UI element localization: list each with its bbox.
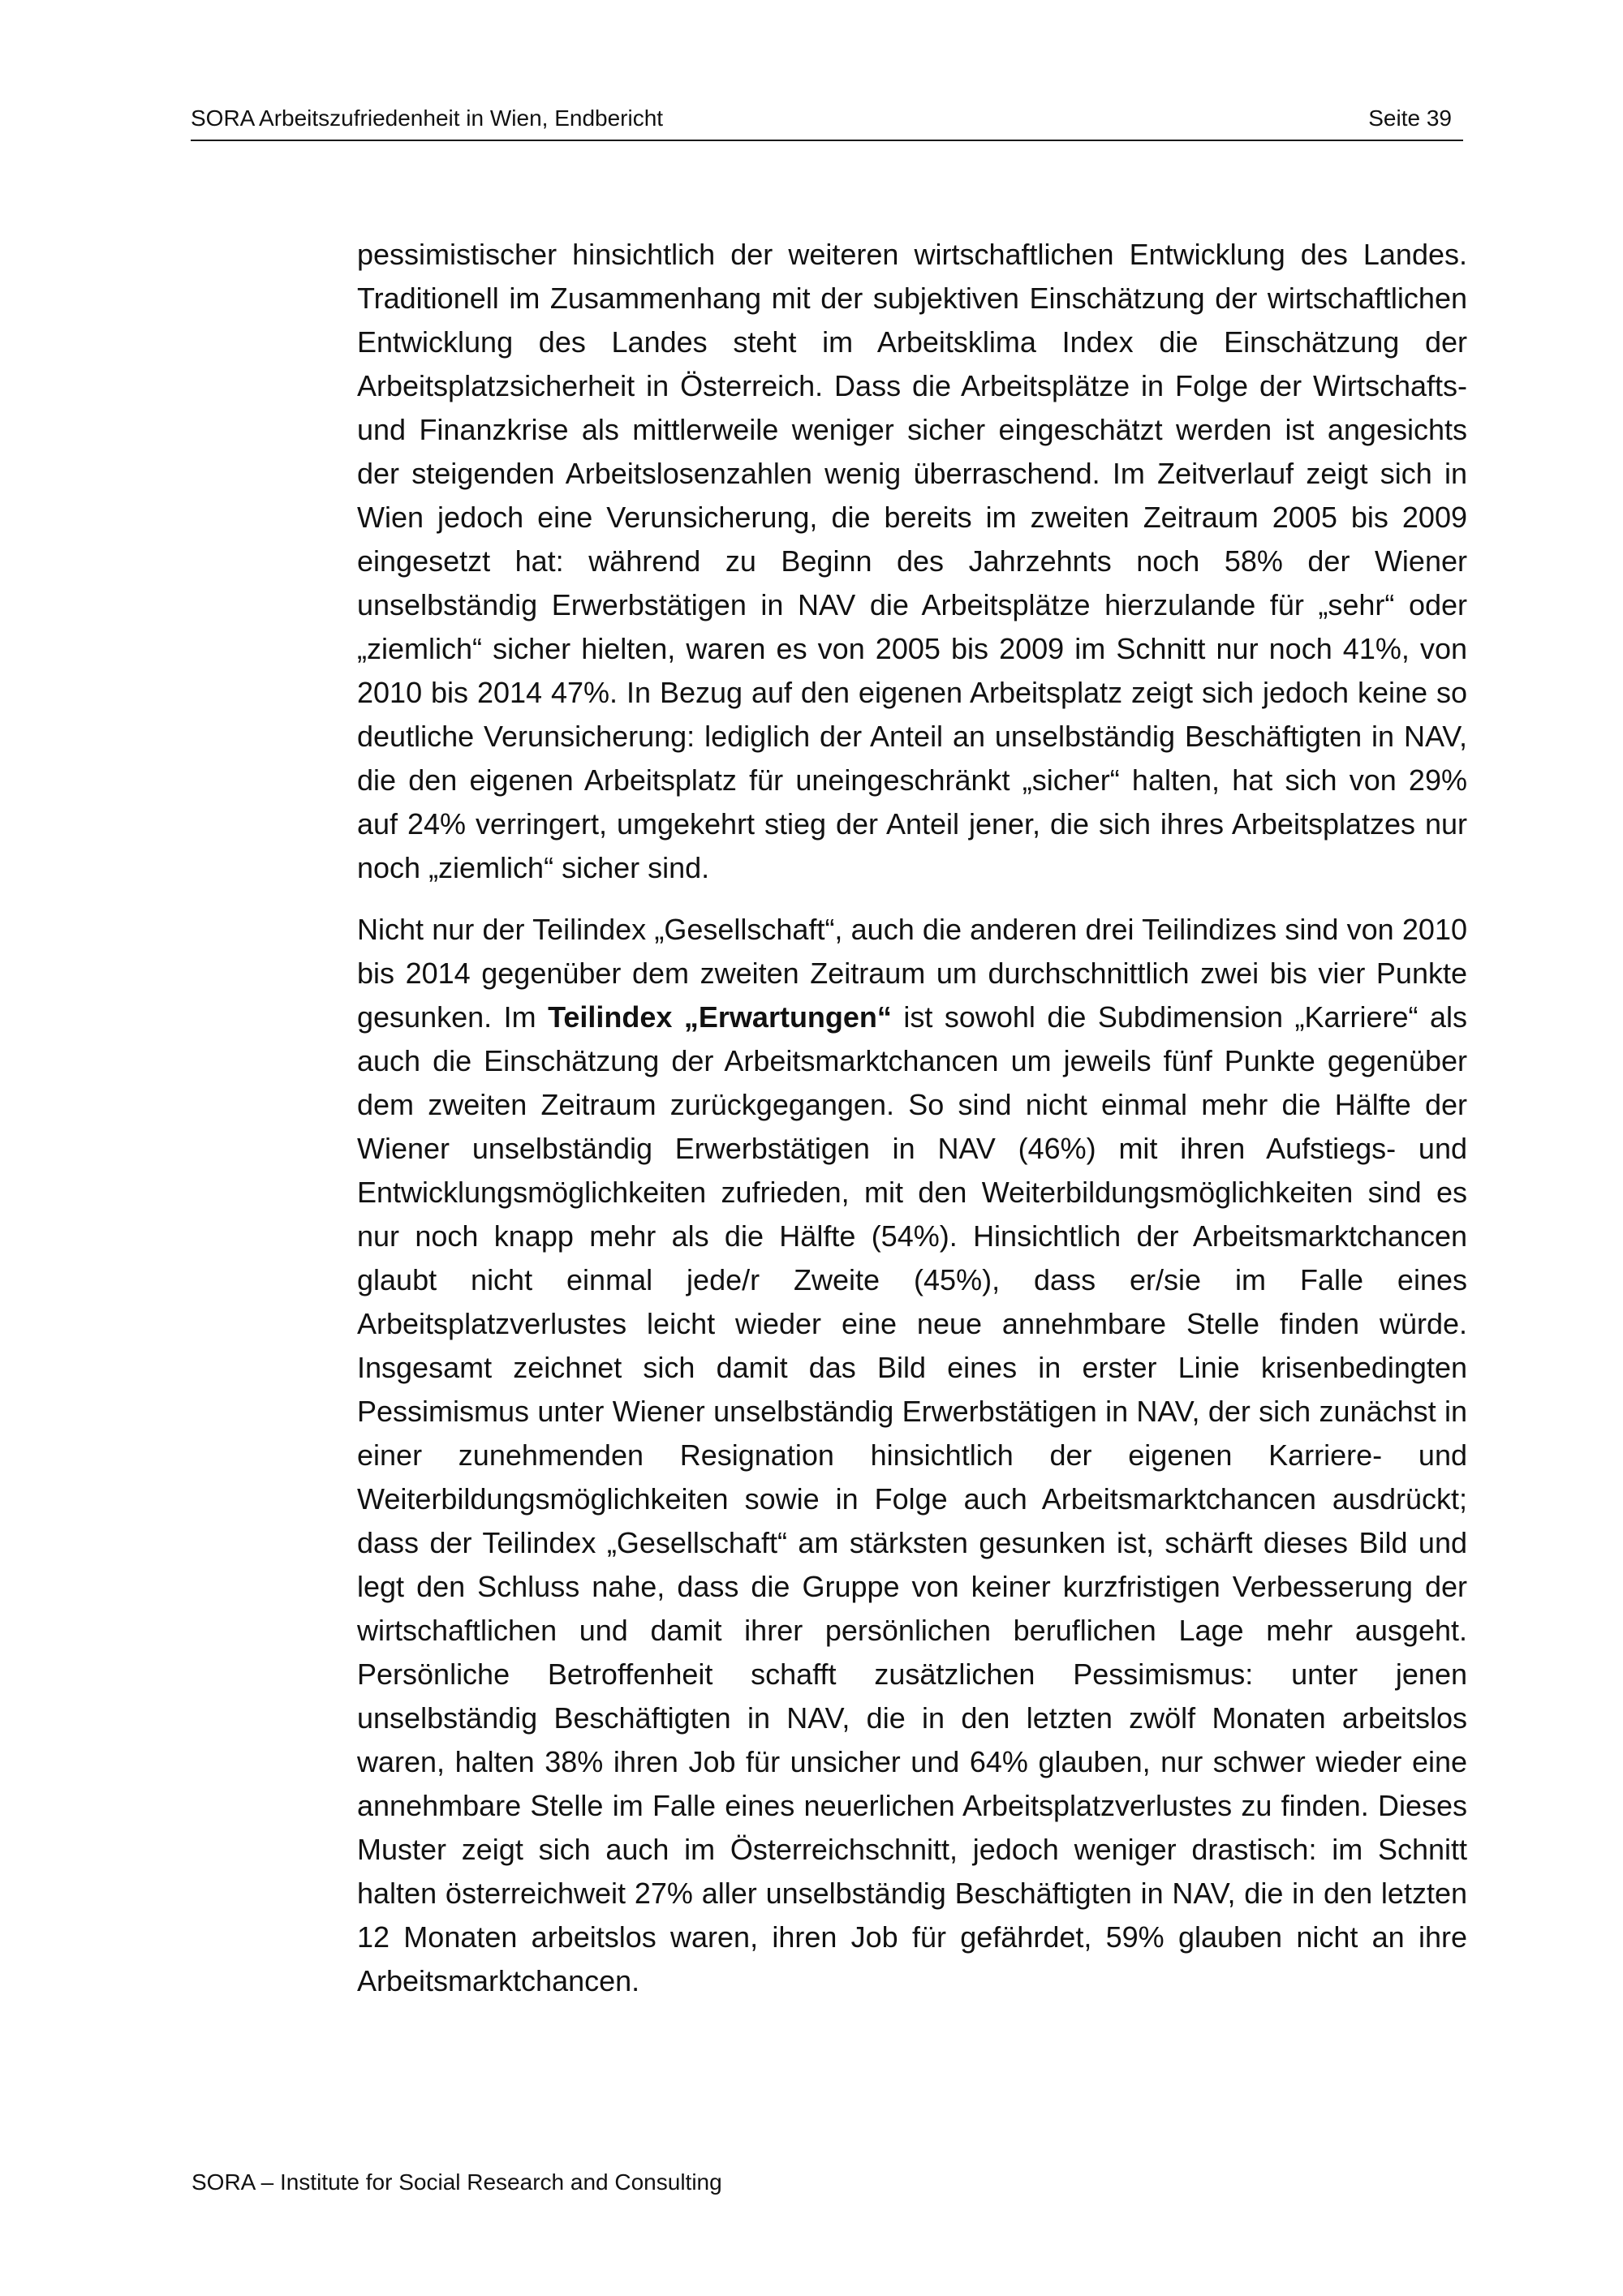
paragraph-2-intro: Nicht nur der Teilindex „Gesellschaft“, auch die anderen drei Teilindizes sind von 2010 bis 2014 gegenüber dem zweiten Zeitraum um durchschnittlich zwei bis vier Punkte gesunken. Im	[357, 913, 1467, 1034]
report-title: SORA Arbeitszufriedenheit in Wien, Endbericht	[191, 105, 664, 131]
paragraph-1: pessimistischer hinsichtlich der weiteren wirtschaftlichen Entwicklung des Landes. Traditionell im Zusammenhang mit der subjektiven Einschätzung der wirtschaftlichen Entwicklung des Landes steht im Arbeitsklima Index die Einschätzung der Arbeitsplatzsicherheit in Österreich. Dass die Arbeitsplätze in Folge der Wirtschafts- und Finanzkrise als mittlerweile weniger sicher eingeschätzt werden ist angesichts der steigenden Arbeitslosenzahlen wenig überraschend. Im Zeitverlauf zeigt sich in Wien jedoch eine Verunsicherung, die bereits im zweiten Zeitraum 2005 bis 2009 eingesetzt hat: während zu Beginn des Jahrzehnts noch 58% der Wiener unselbständig Erwerbstätigen in NAV die Arbeitsplätze hierzulande für „sehr“ oder „ziemlich“ sicher hielten, waren es von 2005 bis 2009 im Schnitt nur noch 41%, von 2010 bis 2014 47%. In Bezug auf den eigenen Arbeitsplatz zeigt sich jedoch keine so deutliche Verunsicherung: lediglich der Anteil an unselbständig Beschäftigten in NAV, die den eigenen Arbeitsplatz für uneingeschränkt „sicher“ halten, hat sich von 29% auf 24% verringert, umgekehrt stieg der Anteil jener, die sich ihres Arbeitsplatzes nur noch „ziemlich“ sicher sind.	[357, 238, 1467, 884]
page-number: Seite 39	[1368, 105, 1452, 131]
paragraph-2	[357, 908, 1467, 2003]
paragraph-2-rest: ist sowohl die Subdimension „Karriere“ als auch die Einschätzung der Arbeitsmarktchancen um jeweils fünf Punkte gegenüber dem zweiten Zeitraum zurückgegangen. So sind nicht einmal mehr die Hälfte der Wiener unselbständig Erwerbstätigen in NAV (46%) mit ihren Aufstiegs- und Entwicklungsmöglichkeiten zufrieden, mit den Weiterbildungsmöglichkeiten sind es nur noch knapp mehr als die Hälfte (54%). Hinsichtlich der Arbeitsmarktchancen glaubt nicht einmal jede/r Zweite (45%), dass er/sie im Falle eines Arbeitsplatzverlustes leicht wieder eine neue annehmbare Stelle finden würde. Insgesamt zeichnet sich damit das Bild eines in erster Linie krisenbedingten Pessimismus unter Wiener unselbständig Erwerbstätigen in NAV, der sich zunächst in einer zunehmenden Resignation hinsichtlich der eigenen Karriere- und Weiterbildungsmöglichkeiten sowie in Folge auch Arbeitsmarktchancen ausdrückt; dass der Teilindex „Gesellschaft“ am stärksten gesunken ist, schärft dieses Bild und legt den Schluss nahe, dass die Gruppe von keiner kurzfristigen Verbesserung der wirtschaftlichen und damit ihrer persönlichen beruflichen Lage mehr ausgeht. Persönliche Betroffenheit schafft zusätzlichen Pessimismus: unter jenen unselbständig Beschäftigten in NAV, die in den letzten zwölf Monaten arbeitslos waren, halten 38% ihren Job für unsicher und 64% glauben, nur schwer wieder eine annehmbare Stelle im Falle eines neuerlichen Arbeitsplatzverlustes zu finden. Dieses Muster zeigt sich auch im Österreichschnitt, jedoch weniger drastisch: im Schnitt halten österreichweit 27% aller unselbständig Beschäftigten in NAV, die in den letzten 12 Monaten arbeitslos waren, ihren Job für gefährdet, 59% glauben nicht an ihre Arbeitsmarktchancen.	[357, 1000, 1468, 1997]
teilindex-erwartungen-bold: Teilindex „Erwartungen“	[548, 1000, 892, 1034]
page-footer: SORA – Institute for Social Research and Consulting	[192, 2169, 722, 2195]
body-text	[357, 233, 1467, 2021]
page-header	[191, 104, 1463, 141]
